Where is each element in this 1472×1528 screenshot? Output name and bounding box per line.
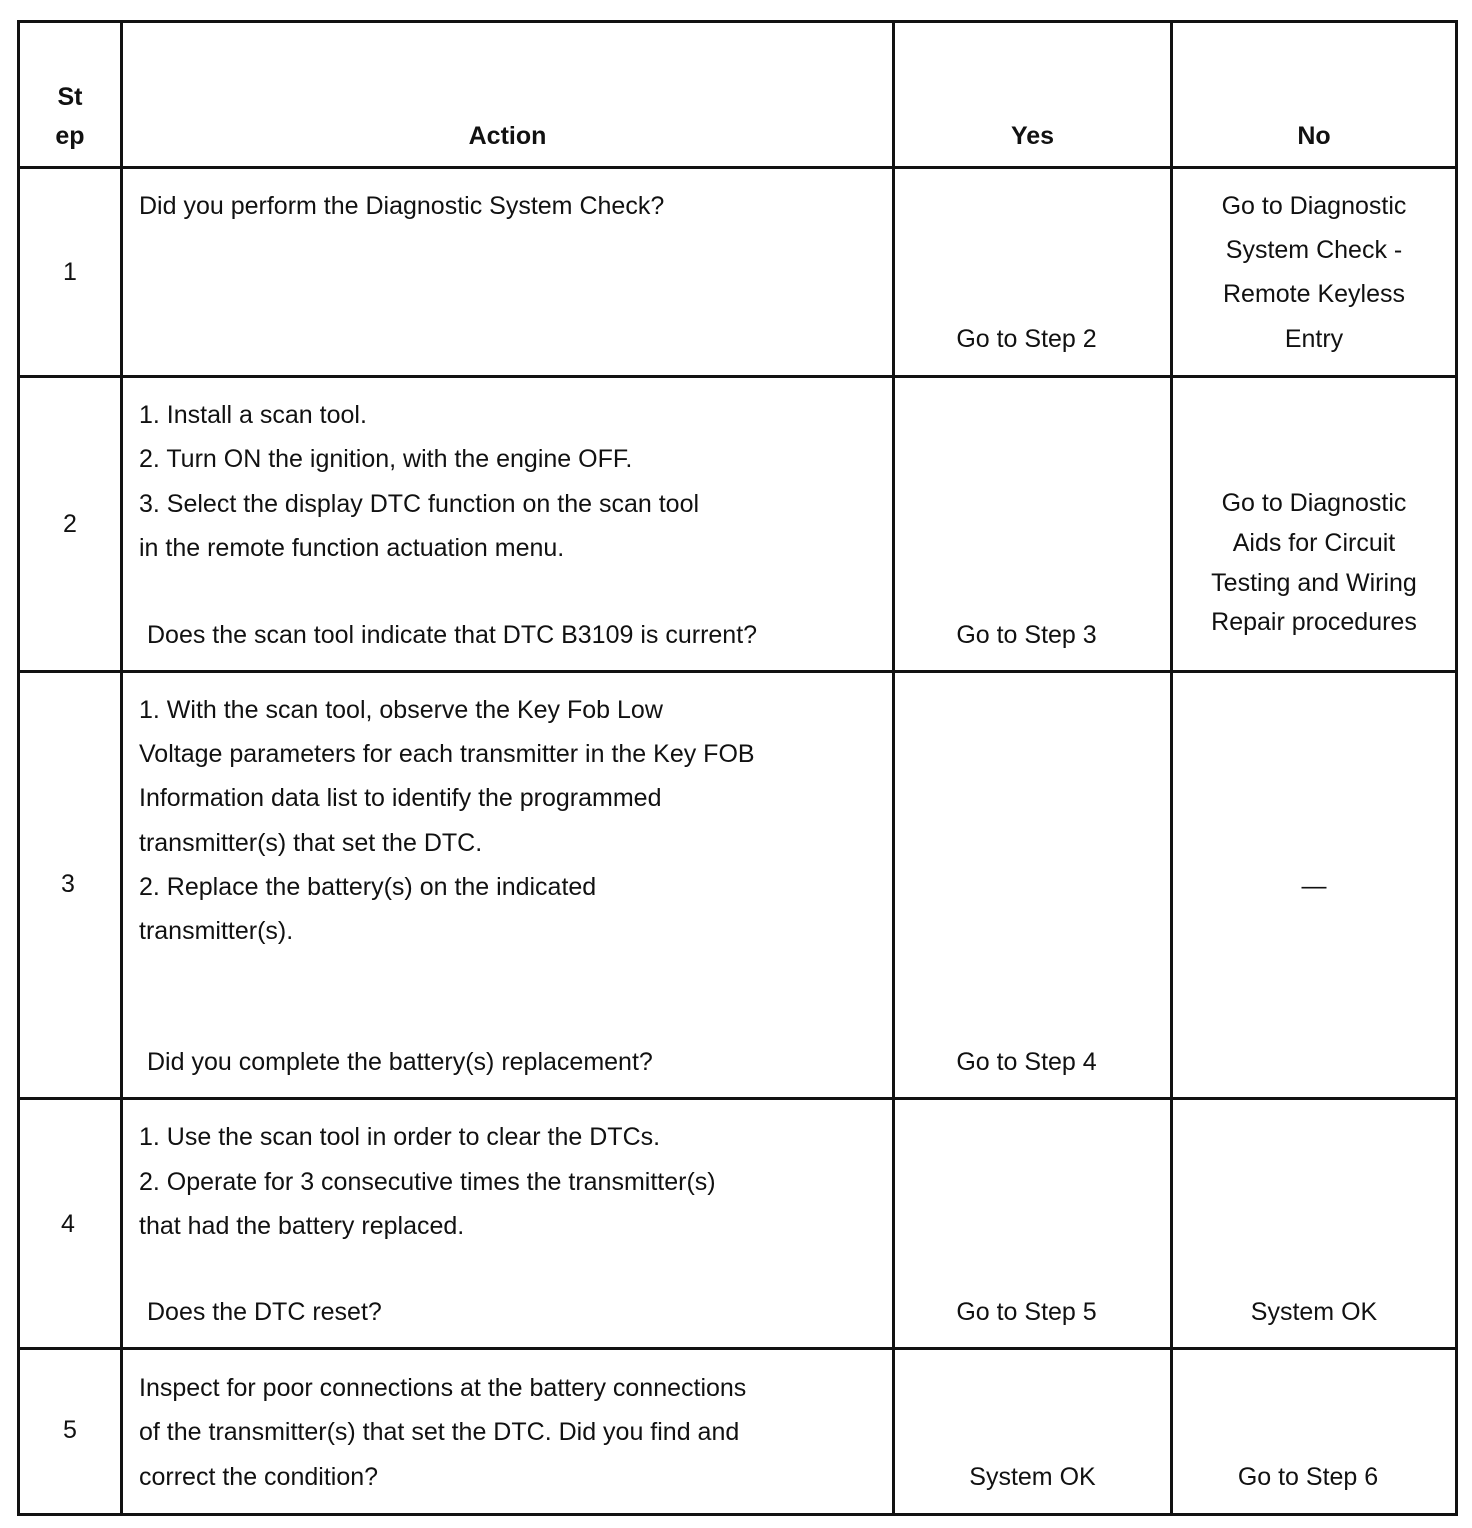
no-text: Go to Diagnostic xyxy=(1221,489,1407,517)
step-number: 4 xyxy=(61,1210,75,1238)
action-text: 2. Operate for 3 consecutive times the transmitter(s) xyxy=(139,1168,716,1196)
header-no-label: No xyxy=(1297,122,1331,150)
action-question: Does the DTC reset? xyxy=(147,1298,382,1326)
action-text: 1. Install a scan tool. xyxy=(139,401,367,429)
table-row xyxy=(19,377,1457,672)
no-cell xyxy=(1172,1099,1457,1349)
action-text: Voltage parameters for each transmitter in the Key FOB xyxy=(139,740,755,768)
step-cell xyxy=(19,1099,122,1349)
no-text: System OK xyxy=(1250,1298,1378,1326)
yes-cell xyxy=(894,1099,1172,1349)
no-text: Entry xyxy=(1284,325,1344,353)
header-step-line2: ep xyxy=(55,122,85,150)
action-text: Information data list to identify the programmed xyxy=(139,784,662,812)
header-step xyxy=(19,22,122,168)
step-number: 2 xyxy=(63,510,77,538)
no-text: Go to Step 6 xyxy=(1237,1463,1379,1491)
yes-text: System OK xyxy=(969,1463,1096,1491)
action-text: transmitter(s). xyxy=(139,917,294,945)
header-step-line1: St xyxy=(57,83,83,111)
action-cell xyxy=(122,672,894,1099)
yes-cell xyxy=(894,672,1172,1099)
table-row xyxy=(19,1099,1457,1349)
action-cell xyxy=(122,377,894,672)
action-text: correct the condition? xyxy=(139,1463,379,1491)
action-cell xyxy=(122,168,894,377)
no-text: Aids for Circuit xyxy=(1232,529,1396,557)
no-text: System Check - xyxy=(1225,236,1403,264)
action-text: Did you perform the Diagnostic System Check? xyxy=(139,192,665,220)
no-text: — xyxy=(1301,872,1327,900)
header-yes xyxy=(894,22,1172,168)
diagnostic-table xyxy=(17,20,1458,1516)
header-row xyxy=(19,22,1457,168)
yes-text: Go to Step 5 xyxy=(956,1298,1097,1326)
no-text: Repair procedures xyxy=(1211,608,1417,636)
step-cell xyxy=(19,377,122,672)
no-text: Testing and Wiring xyxy=(1211,569,1417,597)
no-cell xyxy=(1172,672,1457,1099)
action-text: 1. With the scan tool, observe the Key Fob Low xyxy=(139,696,663,724)
header-action xyxy=(122,22,894,168)
no-cell xyxy=(1172,168,1457,377)
header-no xyxy=(1172,22,1457,168)
yes-text: Go to Step 2 xyxy=(956,325,1097,353)
table-row xyxy=(19,672,1457,1099)
no-text: Go to Diagnostic xyxy=(1221,192,1407,220)
action-text: 2. Replace the battery(s) on the indicated xyxy=(139,873,597,901)
action-text: of the transmitter(s) that set the DTC. Did you find and xyxy=(139,1418,740,1446)
yes-cell xyxy=(894,168,1172,377)
action-text: 2. Turn ON the ignition, with the engine OFF. xyxy=(139,445,633,473)
action-question: Does the scan tool indicate that DTC B3109 is current? xyxy=(147,621,758,649)
header-action-label: Action xyxy=(468,122,547,150)
yes-text: Go to Step 4 xyxy=(956,1048,1097,1076)
step-number: 3 xyxy=(61,870,75,898)
table-row xyxy=(19,168,1457,377)
action-text: 3. Select the display DTC function on the scan tool xyxy=(139,490,700,518)
action-text: in the remote function actuation menu. xyxy=(139,534,565,562)
step-number: 5 xyxy=(63,1416,77,1444)
action-question: Did you complete the battery(s) replacement? xyxy=(147,1048,653,1076)
action-text: Inspect for poor connections at the battery connections xyxy=(139,1374,747,1402)
action-cell xyxy=(122,1099,894,1349)
no-cell xyxy=(1172,1349,1457,1515)
yes-text: Go to Step 3 xyxy=(956,621,1097,649)
yes-cell xyxy=(894,1349,1172,1515)
action-text: transmitter(s) that set the DTC. xyxy=(139,829,483,857)
no-text: Remote Keyless xyxy=(1222,280,1406,308)
step-cell xyxy=(19,168,122,377)
table-row xyxy=(19,1349,1457,1515)
step-cell xyxy=(19,672,122,1099)
yes-cell xyxy=(894,377,1172,672)
step-cell xyxy=(19,1349,122,1515)
no-cell xyxy=(1172,377,1457,672)
action-text: 1. Use the scan tool in order to clear the DTCs. xyxy=(139,1123,661,1151)
action-cell xyxy=(122,1349,894,1515)
step-number: 1 xyxy=(63,258,77,286)
action-text: that had the battery replaced. xyxy=(139,1212,465,1240)
header-yes-label: Yes xyxy=(1010,122,1055,150)
